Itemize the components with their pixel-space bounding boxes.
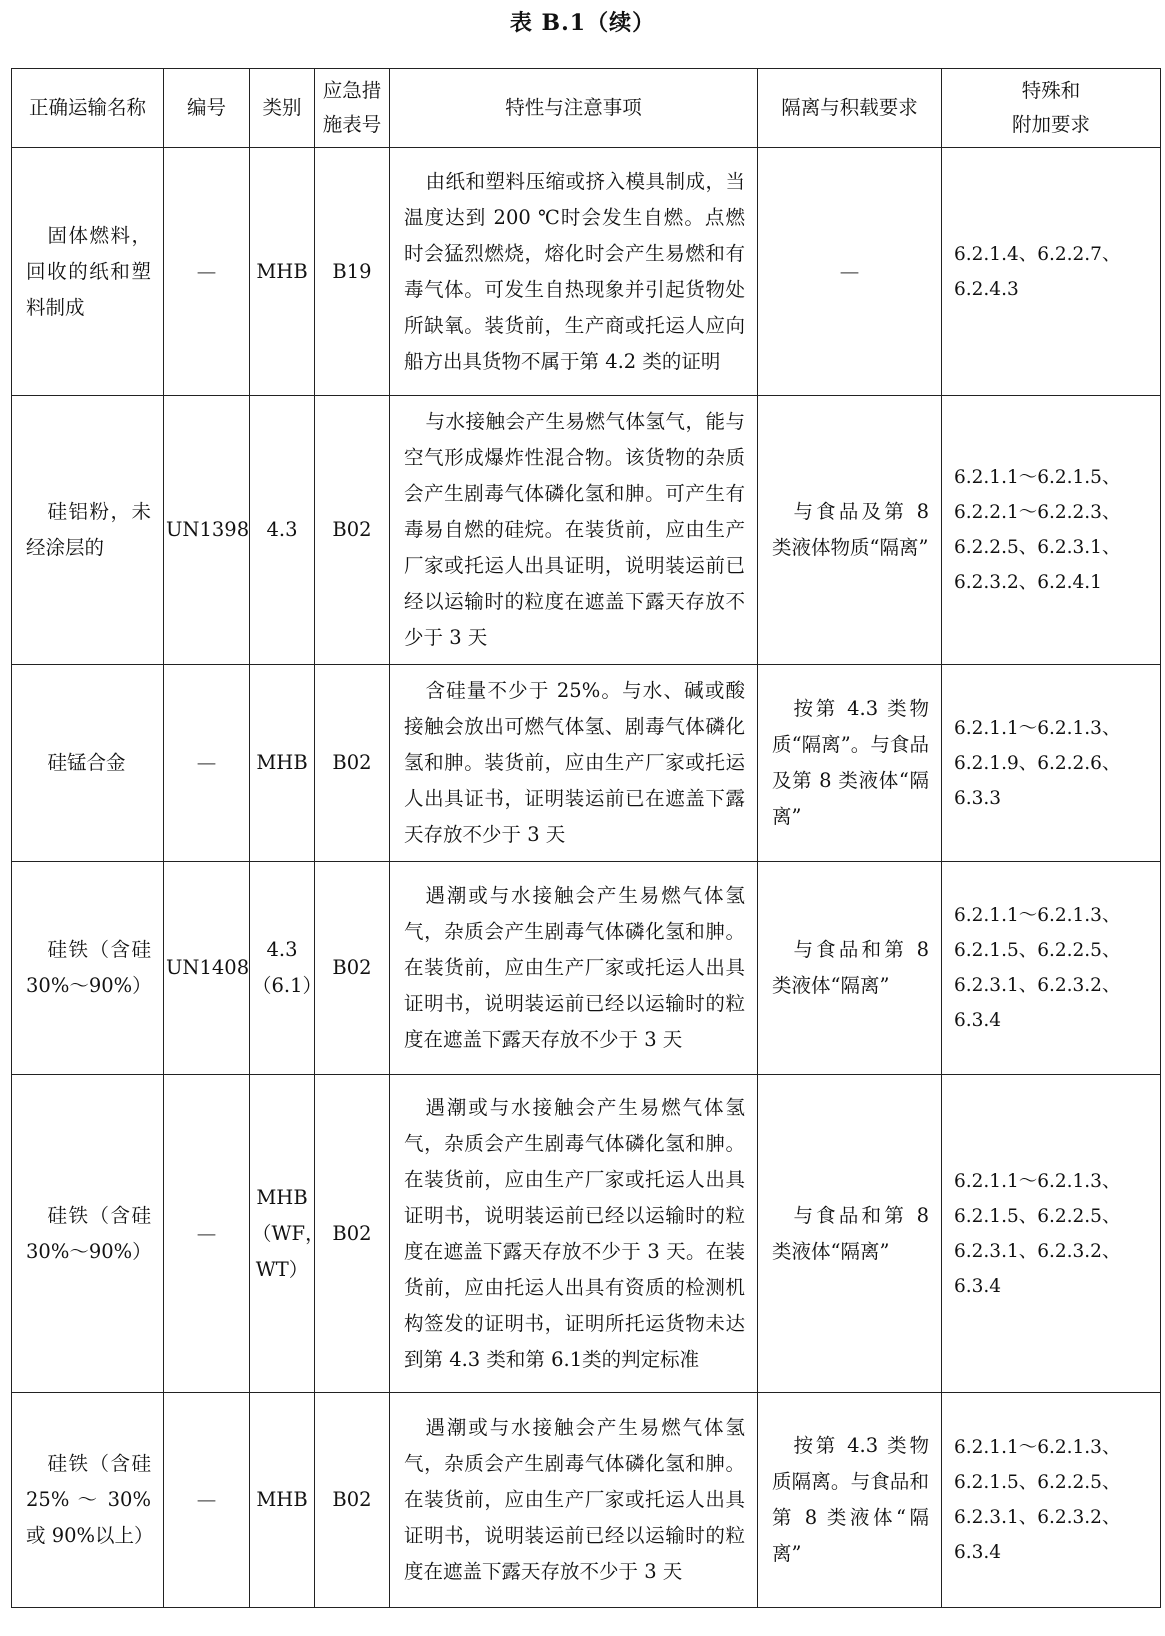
cargo-table [11,68,1161,1608]
cell-special: 6.2.1.1～6.2.1.3、6.2.1.5、6.2.2.5、6.2.3.1、6.2.3.2、6.3.4 [942,1075,1161,1393]
header-special-line1: 特殊和 [1021,79,1081,102]
cell-class: MHB [250,665,315,862]
header-class: 类别 [250,69,315,148]
table-row [12,1393,1161,1608]
cell-class: MHB [250,148,315,396]
table-row [12,665,1161,862]
table-row [12,862,1161,1075]
cell-name: 硅铝粉，未经涂层的 [12,396,164,665]
cell-properties: 由纸和塑料压缩或挤入模具制成，当温度达到 200 ℃时会发生自燃。点燃时会猛烈燃烧，熔化时会产生易燃和有毒气体。可发生自热现象并引起货物处所缺氧。装货前，生产商或托运人应向船方出具货物不属于第 4.2 类的证明 [390,148,758,396]
cell-segregation: 与食品和第 8 类液体“隔离” [758,862,942,1075]
cell-segregation: 按第 4.3 类物质隔离。与食品和第 8 类液体“隔离” [758,1393,942,1608]
header-special-line2: 附加要求 [1011,113,1090,136]
cell-special: 6.2.1.1～6.2.1.3、6.2.1.9、6.2.2.6、6.3.3 [942,665,1161,862]
cell-segregation: 与食品及第 8 类液体物质“隔离” [758,396,942,665]
cell-class: 4.3 [250,396,315,665]
cell-code: — [164,148,250,396]
cell-segregation: — [758,148,942,396]
header-properties: 特性与注意事项 [390,69,758,148]
header-name: 正确运输名称 [12,69,164,148]
cell-emergency: B19 [315,148,390,396]
cell-properties: 遇潮或与水接触会产生易燃气体氢气，杂质会产生剧毒气体磷化氢和胂。在装货前，应由生产厂家或托运人出具证明书，说明装运前已经以运输时的粒度在遮盖下露天存放不少于 3 天 [390,862,758,1075]
cell-special: 6.2.1.1～6.2.1.3、6.2.1.5、6.2.2.5、6.2.3.1、6.2.3.2、6.3.4 [942,862,1161,1075]
table-title: 表 B.1（续） [509,10,656,36]
cell-properties: 遇潮或与水接触会产生易燃气体氢气，杂质会产生剧毒气体磷化氢和胂。在装货前，应由生产厂家或托运人出具证明书，说明装运前已经以运输时的粒度在遮盖下露天存放不少于 3 天 [390,1393,758,1608]
header-row [12,69,1161,148]
header-special [942,69,1161,148]
cell-emergency: B02 [315,862,390,1075]
cell-special: 6.2.1.1～6.2.1.3、6.2.1.5、6.2.2.5、6.2.3.1、6.2.3.2、6.3.4 [942,1393,1161,1608]
cell-class: MHB [250,1393,315,1608]
cell-emergency: B02 [315,1075,390,1393]
cell-name: 硅锰合金 [12,665,164,862]
cell-special: 6.2.1.4、6.2.2.7、6.2.4.3 [942,148,1161,396]
cell-code: UN1408 [164,862,250,1075]
header-emergency-line1: 应急措 [322,79,382,102]
cell-class: 4.3（6.1） [250,862,315,1075]
cell-code: — [164,665,250,862]
cell-special: 6.2.1.1～6.2.1.5、6.2.2.1～6.2.2.3、6.2.2.5、6.2.3.1、6.2.3.2、6.2.4.1 [942,396,1161,665]
cell-properties: 含硅量不少于 25%。与水、碱或酸接触会放出可燃气体氢、剧毒气体磷化氢和胂。装货前，应由生产厂家或托运人出具证书，证明装运前已在遮盖下露天存放不少于 3 天 [390,665,758,862]
cell-segregation: 按第 4.3 类物质“隔离”。与食品及第 8 类液体“隔离” [758,665,942,862]
cell-properties: 遇潮或与水接触会产生易燃气体氢气，杂质会产生剧毒气体磷化氢和胂。在装货前，应由生产厂家或托运人出具证明书，说明装运前已经以运输时的粒度在遮盖下露天存放不少于 3 天。在装货前，应由托运人出具有资质的检测机构签发的证明书，证明所托运货物未达到第 4.3 类和第 6.1类的判定标准 [390,1075,758,1393]
cell-name: 硅铁（含硅 25% ～ 30% 或 90%以上） [12,1393,164,1608]
header-code: 编号 [164,69,250,148]
cell-code: UN1398 [164,396,250,665]
cell-properties: 与水接触会产生易燃气体氢气，能与空气形成爆炸性混合物。该货物的杂质会产生剧毒气体磷化氢和胂。可产生有毒易自燃的硅烷。在装货前，应由生产厂家或托运人出具证明，说明装运前已经以运输时的粒度在遮盖下露天存放不少于 3 天 [390,396,758,665]
cell-emergency: B02 [315,396,390,665]
table-row [12,396,1161,665]
cell-emergency: B02 [315,665,390,862]
header-emergency-line2: 施表号 [322,113,382,136]
cell-name: 硅铁（含硅 30%～90%） [12,1075,164,1393]
table-row [12,1075,1161,1393]
header-emergency [315,69,390,148]
cell-code: — [164,1075,250,1393]
cell-name: 固体燃料，回收的纸和塑料制成 [12,148,164,396]
cell-segregation: 与食品和第 8 类液体“隔离” [758,1075,942,1393]
cell-emergency: B02 [315,1393,390,1608]
cell-code: — [164,1393,250,1608]
cell-class: MHB（WF，WT） [250,1075,315,1393]
header-segregation: 隔离与积载要求 [758,69,942,148]
cell-name: 硅铁（含硅 30%～90%） [12,862,164,1075]
table-row [12,148,1161,396]
